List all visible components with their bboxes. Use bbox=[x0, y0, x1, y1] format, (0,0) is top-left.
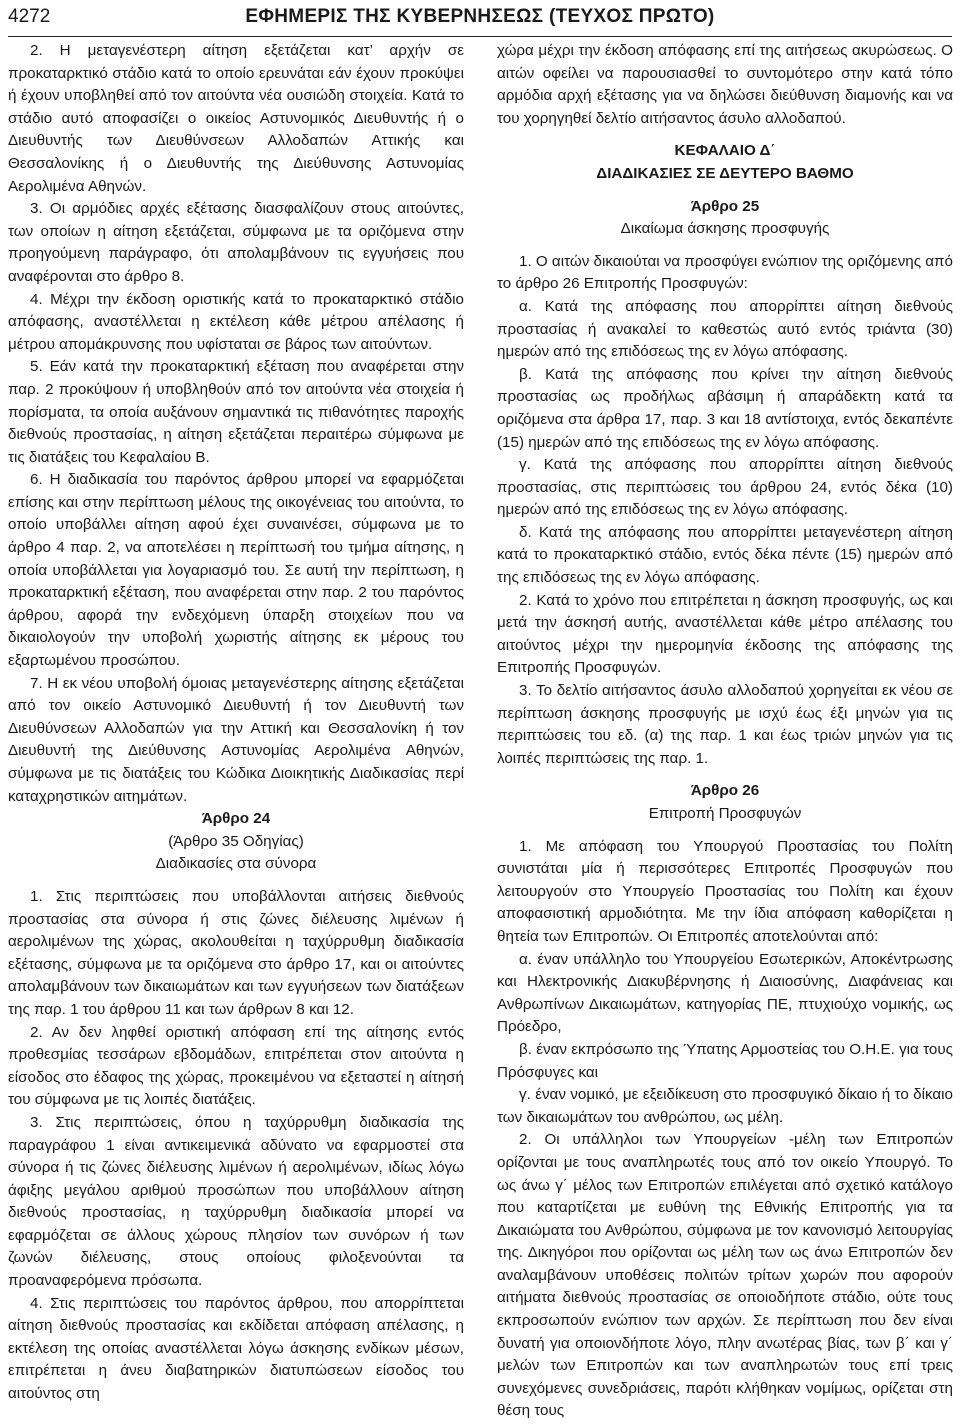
gazette-title: ΕΦΗΜΕΡΙΣ ΤΗΣ ΚΥΒΕΡΝΗΣΕΩΣ (ΤΕΥΧΟΣ ΠΡΩΤΟ) bbox=[245, 6, 715, 27]
paragraph: β. Κατά της απόφασης που κρίνει την αίτηση διεθνούς προστασίας ως προδήλως αβάσιμη ή απαράδεκτη κατά τα οριζόμενα στα άρθρα 17, παρ. 3 και 18 αντίστοιχα, εντός δεκαπέντε (15) ημερών από της επιδόσεως της εν λόγω απόφασης. bbox=[497, 365, 953, 451]
paragraph: 2. Η μεταγενέστερη αίτηση εξετάζεται κατ’ αρχήν σε προκαταρκτικό στάδιο κατά το οποίο ερευνάται εάν έχουν προκύψει ή έχουν υποβληθεί από τον αιτούντα νέα ουσιώδη στοιχεία. Κατά το στάδιο αυτό αποφασίζει ο οικείος Αστυνομικός Διευθυντής ή ο Διευθυντής των Διευθύνσεων Αλλοδαπών Αττικής και Θεσσαλονίκης ή ο Διευθυντής της Διεύθυνσης Αστυνομίας Αερολιμένα Αθηνών. bbox=[8, 42, 464, 195]
paragraph: γ. Κατά της απόφασης που απορρίπτει αίτηση διεθνούς προστασίας, στις περιπτώσεις του άρθρου 24, εντός δέκα (10) ημερών από της επιδόσεως της εν λόγω απόφασης. bbox=[497, 456, 953, 519]
spacer bbox=[497, 826, 953, 836]
paragraph: α. Κατά της απόφασης που απορρίπτει αίτηση διεθνούς προστασίας ή ανακαλεί το καθεστώς αυτό εντός τριάντα (30) ημερών από της επιδόσεως της εν λόγω απόφασης. bbox=[497, 297, 953, 361]
article-25-name: Δικαίωμα άσκησης προσφυγής bbox=[620, 220, 830, 238]
spacer bbox=[497, 186, 953, 196]
article-24-subtitle: (Άρθρο 35 Οδηγίας) bbox=[168, 832, 304, 850]
paragraph: 1. Με απόφαση του Υπουργού Προστασίας του Πολίτη συνιστάται μία ή περισσότερες Επιτροπές Προσφυγών που λειτουργούν στο Υπουργείο Προστασίας του Πολίτη και έχουν αποφασιστική αρμοδιότητα. Με την ίδια απόφαση καθορίζεται η θητεία των Επιτροπών. Οι Επιτροπές αποτελούνται από: bbox=[497, 837, 953, 945]
paragraph: 7. Η εκ νέου υποβολή όμοιας μεταγενέστερης αίτησης εξετάζεται από τον οικείο Αστυνομικό Διευθυντή ή τον Διευθυντή των Διευθύνσεων Αλλοδαπών για την Αττική και Θεσσαλονίκη ή τον Διευθυντή της Διεύθυνσης Αστυνομίας Αερολιμένα Αθηνών, σύμφωνα με τις διατάξεις του Κώδικα Διοικητικής Διαδικασίας περί καταχρηστικών αιτημάτων. bbox=[8, 674, 464, 805]
chapter-name: ΔΙΑΔΙΚΑΣΙΕΣ ΣΕ ΔΕΥΤΕΡΟ ΒΑΘΜΟ bbox=[596, 164, 854, 182]
paragraph: 6. Η διαδικασία του παρόντος άρθρου μπορεί να εφαρμόζεται επίσης και στην περίπτωση μέλους της οικογένειας του αιτούντα, το οποίο υποβάλλει αίτηση αφού έχει συναινέσει, σύμφωνα με το άρθρο 4 παρ. 2, να αποτελέσει η περίπτωσή του τμήμα αίτησης, η οποία υποβάλλεται για λογαριασμό του. Σε αυτή την περίπτωση, η προκαταρκτική εξέταση, που αναφέρεται στην παρ. 2 του παρόντος άρθρου, αφορά την ενδεχόμενη ύπαρξη στοιχείων που να δικαιολογούν την υποβολή χωριστής αίτησης εκ μέρους του εξαρτωμένου προσώπου. bbox=[8, 471, 464, 670]
page-number: 4272 bbox=[8, 6, 51, 27]
spacer bbox=[497, 241, 953, 251]
paragraph: 1. Στις περιπτώσεις που υποβάλλονται αιτήσεις διεθνούς προστασίας στα σύνορα ή στις ζώνες διέλευσης λιμένων ή αερολιμένων της χώρας, ακολουθείται η ταχύρρυθμη διαδικασία εξέτασης, σύμφωνα με τα οριζόμενα στο άρθρο 17, και οι αιτούντες απολαμβάνουν των δικαιωμάτων και των εγγυήσεων των διατάξεων της παρ. 1 του άρθρου 11 και των άρθρων 8 και 12. bbox=[8, 887, 464, 1018]
chapter-title: ΚΕΦΑΛΑΙΟ Δ΄ bbox=[674, 142, 776, 160]
spacer bbox=[8, 876, 464, 886]
right-column bbox=[497, 40, 953, 1423]
paragraph: 2. Οι υπάλληλοι των Υπουργείων -μέλη των Επιτροπών ορίζονται με τους αναπληρωτές τους από τον οικείο Υπουργό. Το ως άνω γ΄ μέλος των Επιτροπών επιλέγεται από σχετικό κατάλογο που καταρτίζεται με ευθύνη της Εθνικής Επιτροπής για τα Δικαιώματα του Ανθρώπου, σύμφωνα με τον κανονισμό λειτουργίας της. Δικηγόροι που ορίζονται ως μέλη των ως άνω Επιτροπών δεν αναλαμβάνουν υποθέσεις πολιτών τρίτων χωρών που αφορούν αιτήματα διεθνούς προστασίας σε οποιοδήποτε στάδιο, ούτε τους εκπροσωπούν ενώπιον των αρχών. Σε περίπτωση που δεν είναι δυνατή για οποιονδήποτε λόγο, πλην ανωτέρας βίας, των β΄ και γ΄ μελών των Επιτροπών και των αναπληρωτών τους επί τρεις συνεχόμενες συνεδριάσεις, παρότι κλήθηκαν νομίμως, ορίζεται στη θέση τους bbox=[497, 1131, 953, 1420]
paragraph: 2. Κατά το χρόνο που επιτρέπεται η άσκηση προσφυγής, ως και μετά την άσκησή αυτής, αναστέλλεται κάθε μέτρο απέλασης του αιτούντος μέχρι την ημερομηνία έκδοσης της απόφασης της Επιτροπής Προσφυγών. bbox=[497, 591, 953, 677]
paragraph: 3. Οι αρμόδιες αρχές εξέτασης διασφαλίζουν στους αιτούντες, των οποίων η αίτηση εξετάζεται, σύμφωνα με τα οριζόμενα στην προηγούμενη παράγραφο, ότι απολαμβάνουν τις εγγυήσεις που αναφέρονται στο άρθρο 8. bbox=[8, 200, 464, 285]
paragraph: 3. Το δελτίο αιτήσαντος άσυλο αλλοδαπού χορηγείται εκ νέου σε περίπτωση άσκησης προσφυγής με ισχύ έως έξι μηνών για τις περιπτώσεις του εδ. (α) της παρ. 1 και έως τριών μηνών για τις λοιπές περιπτώσεις της παρ. 1. bbox=[497, 682, 953, 767]
article-25-title: Άρθρο 25 bbox=[690, 197, 760, 215]
spacer bbox=[497, 130, 953, 140]
paragraph: 2. Αν δεν ληφθεί οριστική απόφαση επί της αίτησης εντός προθεσμίας τεσσάρων εβδομάδων, επιτρέπεται στον αιτούντα η είσοδος στο έδαφος της χώρας, προκειμένου να εξεταστεί η αίτησή του σύμφωνα με τις λοιπές διατάξεις. bbox=[8, 1023, 464, 1109]
left-column bbox=[8, 40, 464, 1406]
paragraph: γ. έναν νομικό, με εξειδίκευση στο προσφυγικό δίκαιο ή το δίκαιο των δικαιωμάτων του ανθρώπου, ως μέλη. bbox=[497, 1086, 953, 1126]
paragraph: 4. Μέχρι την έκδοση οριστικής κατά το προκαταρκτικό στάδιο απόφασης, αναστέλλεται η εκτέλεση κάθε μέτρου απέλασης ή μέτρου απομάκρυνσης που υφίσταται σε βάρος των αιτούντων. bbox=[8, 290, 464, 353]
paragraph: β. έναν εκπρόσωπο της Ύπατης Αρμοστείας του Ο.Η.Ε. για τους Πρόσφυγες και bbox=[497, 1040, 953, 1081]
paragraph: χώρα μέχρι την έκδοση απόφασης επί της αιτήσεως ακυρώσεως. Ο αιτών οφείλει να παρουσιασθεί το συντομότερο στην κατά τόπο αρμόδια αρχή εξέτασης για να δηλώσει διεύθυνση διαμονής και να του χορηγηθεί δελτίο αιτήσαντος άσυλο αλλοδαπού. bbox=[497, 42, 953, 127]
article-26-name: Επιτροπή Προσφυγών bbox=[648, 805, 802, 822]
article-24-name: Διαδικασίες στα σύνορα bbox=[155, 855, 317, 873]
paragraph: α. έναν υπάλληλο του Υπουργείου Εσωτερικών, Αποκέντρωσης και Ηλεκτρονικής Διακυβέρνησης ή Διαιοσύνης, Διαφάνειας και Ανθρωπίνων Δικαιωμάτων, κατηγορίας ΠΕ, πτυχιούχο νομικής, ως Πρόεδρο, bbox=[497, 950, 953, 1036]
article-26-title: Άρθρο 26 bbox=[690, 782, 760, 800]
paragraph: 5. Εάν κατά την προκαταρκτική εξέταση που αναφέρεται στην παρ. 2 προκύψουν ή υποβληθούν από τον αιτούντα νέα στοιχεία ή πορίσματα, τα οποία αυξάνουν σημαντικά τις πιθανότητες παροχής διεθνούς προστασίας, η αίτηση εξετάζεται περαιτέρω σύμφωνα με τις διατάξεις του Κεφαλαίου Β. bbox=[8, 358, 464, 466]
paragraph: 4. Στις περιπτώσεις του παρόντος άρθρου, που απορρίπτεται αίτηση διεθνούς προστασίας και εκδίδεται απόφαση απέλασης, η εκτέλεση της οποίας αναστέλλεται λόγω άσκησης ενδίκων μέσων, επιτρέπεται η άνευ διαβατηρικών διατυπώσεων είσοδος του αιτούντος στη bbox=[8, 1294, 464, 1403]
paragraph: 1. Ο αιτών δικαιούται να προσφύγει ενώπιον της οριζόμενης από το άρθρο 26 Επιτροπής Προσφυγών: bbox=[497, 252, 953, 293]
page-header bbox=[0, 0, 960, 34]
header-rule bbox=[8, 36, 952, 37]
paragraph: δ. Κατά της απόφασης που απορρίπτει μεταγενέστερη αίτηση κατά το προκαταρκτικό στάδιο, εντός δέκα πέντε (15) ημερών από της επιδόσεως της εν λόγω απόφασης. bbox=[497, 523, 953, 587]
article-24-title: Άρθρο 24 bbox=[201, 810, 271, 828]
paragraph: 3. Στις περιπτώσεις, όπου η ταχύρρυθμη διαδικασία της παραγράφου 1 είναι αντικειμενικά αδύνατο να εφαρμοστεί στα σύνορα ή τις ζώνες διέλευσης λιμένων ή αερολιμένων, ιδίως λόγω άφιξης μεγάλου αριθμού προσώπων που υποβάλλουν αίτηση διεθνούς προστασίας, η ταχύρρυθμη διαδικασία μπορεί να εφαρμόζεται σε άλλους χώρους πλησίον των συνόρων ή των ζωνών διέλευσης, στους οποίους φιλοξενούνται τα προαναφερόμενα πρόσωπα. bbox=[8, 1113, 464, 1290]
spacer bbox=[497, 770, 953, 780]
